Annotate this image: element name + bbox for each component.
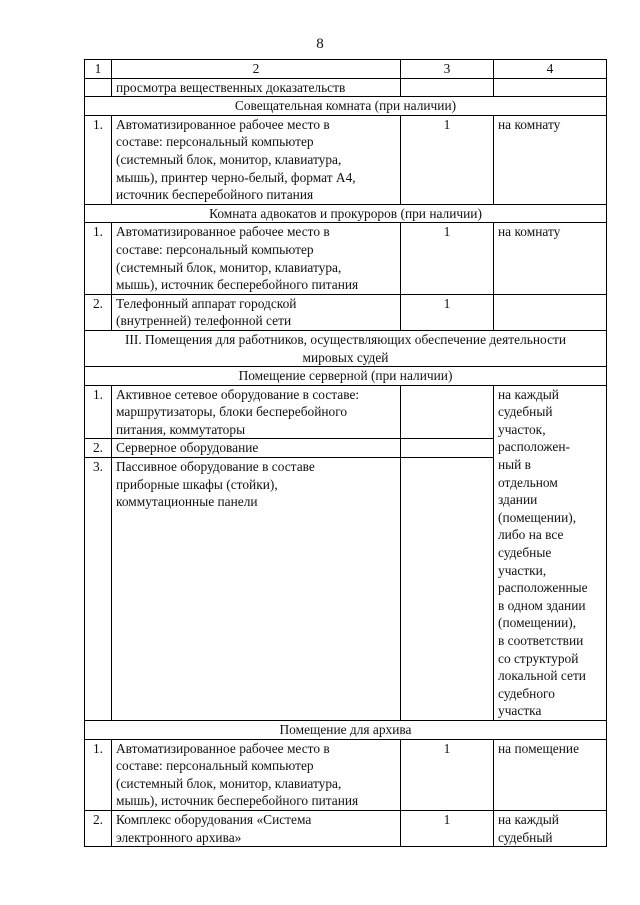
row-quantity: 1: [401, 739, 494, 810]
row-number: 1.: [85, 385, 112, 439]
row-note: на каждый судебный: [494, 811, 607, 847]
row-number: 1.: [85, 223, 112, 294]
section-title-advocates: Комната адвокатов и прокуроров (при наличии): [85, 204, 607, 223]
table-row: [85, 223, 607, 294]
section-title-archive: Помещение для архива: [85, 721, 607, 740]
section-title-row: [85, 97, 607, 116]
row-note: на комнату: [494, 223, 607, 294]
row-quantity: 1: [401, 115, 494, 204]
row-note: на комнату: [494, 115, 607, 204]
equipment-table: [84, 59, 607, 847]
row-description: Серверное оборудование: [112, 439, 401, 458]
row-quantity: [401, 439, 494, 458]
row-number: 1.: [85, 115, 112, 204]
section-title-row: [85, 721, 607, 740]
table-row: [85, 811, 607, 847]
table-row: [85, 78, 607, 97]
row-number: 2.: [85, 811, 112, 847]
row-description: Активное сетевое оборудование в составе: маршрутизаторы, блоки бесперебойного питания, коммутаторы: [112, 385, 401, 439]
section-title-row: [85, 204, 607, 223]
row-number: 2.: [85, 439, 112, 458]
header-col-3: 3: [401, 60, 494, 79]
row-number: 2.: [85, 294, 112, 330]
page-number: 8: [316, 36, 324, 52]
table-row: [85, 739, 607, 810]
row-number: 3.: [85, 458, 112, 721]
row-number: 1.: [85, 739, 112, 810]
row-description: Телефонный аппарат городской (внутренней) телефонной сети: [112, 294, 401, 330]
part-title-row: [85, 330, 607, 366]
row-note: [494, 294, 607, 330]
header-col-4: 4: [494, 60, 607, 79]
row-quantity: [401, 385, 494, 439]
row-description: Автоматизированное рабочее место в составе: персональный компьютер (системный блок, монитор, клавиатура, мышь), источник бесперебойного питания: [112, 223, 401, 294]
row-quantity: 1: [401, 294, 494, 330]
row-quantity: 1: [401, 811, 494, 847]
section-title-conference: Совещательная комната (при наличии): [85, 97, 607, 116]
table-row: [85, 385, 607, 439]
section-title-server: Помещение серверной (при наличии): [85, 367, 607, 386]
row-description: Пассивное оборудование в составе приборные шкафы (стойки), коммутационные панели: [112, 458, 401, 721]
header-col-2: 2: [112, 60, 401, 79]
row-note: на помещение: [494, 739, 607, 810]
section-title-row: [85, 367, 607, 386]
table-row: [85, 115, 607, 204]
table-row: [85, 294, 607, 330]
row-quantity: 1: [401, 223, 494, 294]
part-title-3: III. Помещения для работников, осуществляющих обеспечение деятельности мировых судей: [85, 330, 607, 366]
row-description: Автоматизированное рабочее место в составе: персональный компьютер (системный блок, монитор, клавиатура, мышь), источник бесперебойного питания: [112, 739, 401, 810]
row-description: Автоматизированное рабочее место в составе: персональный компьютер (системный блок, монитор, клавиатура, мышь), принтер черно-белый, формат А4, источник бесперебойного питания: [112, 115, 401, 204]
row-description: Комплекс оборудования «Система электронного архива»: [112, 811, 401, 847]
continuation-text: просмотра вещественных доказательств: [112, 78, 401, 97]
table-header-row: [85, 60, 607, 79]
header-col-1: 1: [85, 60, 112, 79]
row-quantity: [401, 458, 494, 721]
row-note-server: на каждый судебный участок, расположен- ный в отдельном здании (помещении), либо на все судебные участки, расположенные в одном здании (помещении), в соответствии со структурой локальной сети судебного участка: [494, 385, 607, 720]
